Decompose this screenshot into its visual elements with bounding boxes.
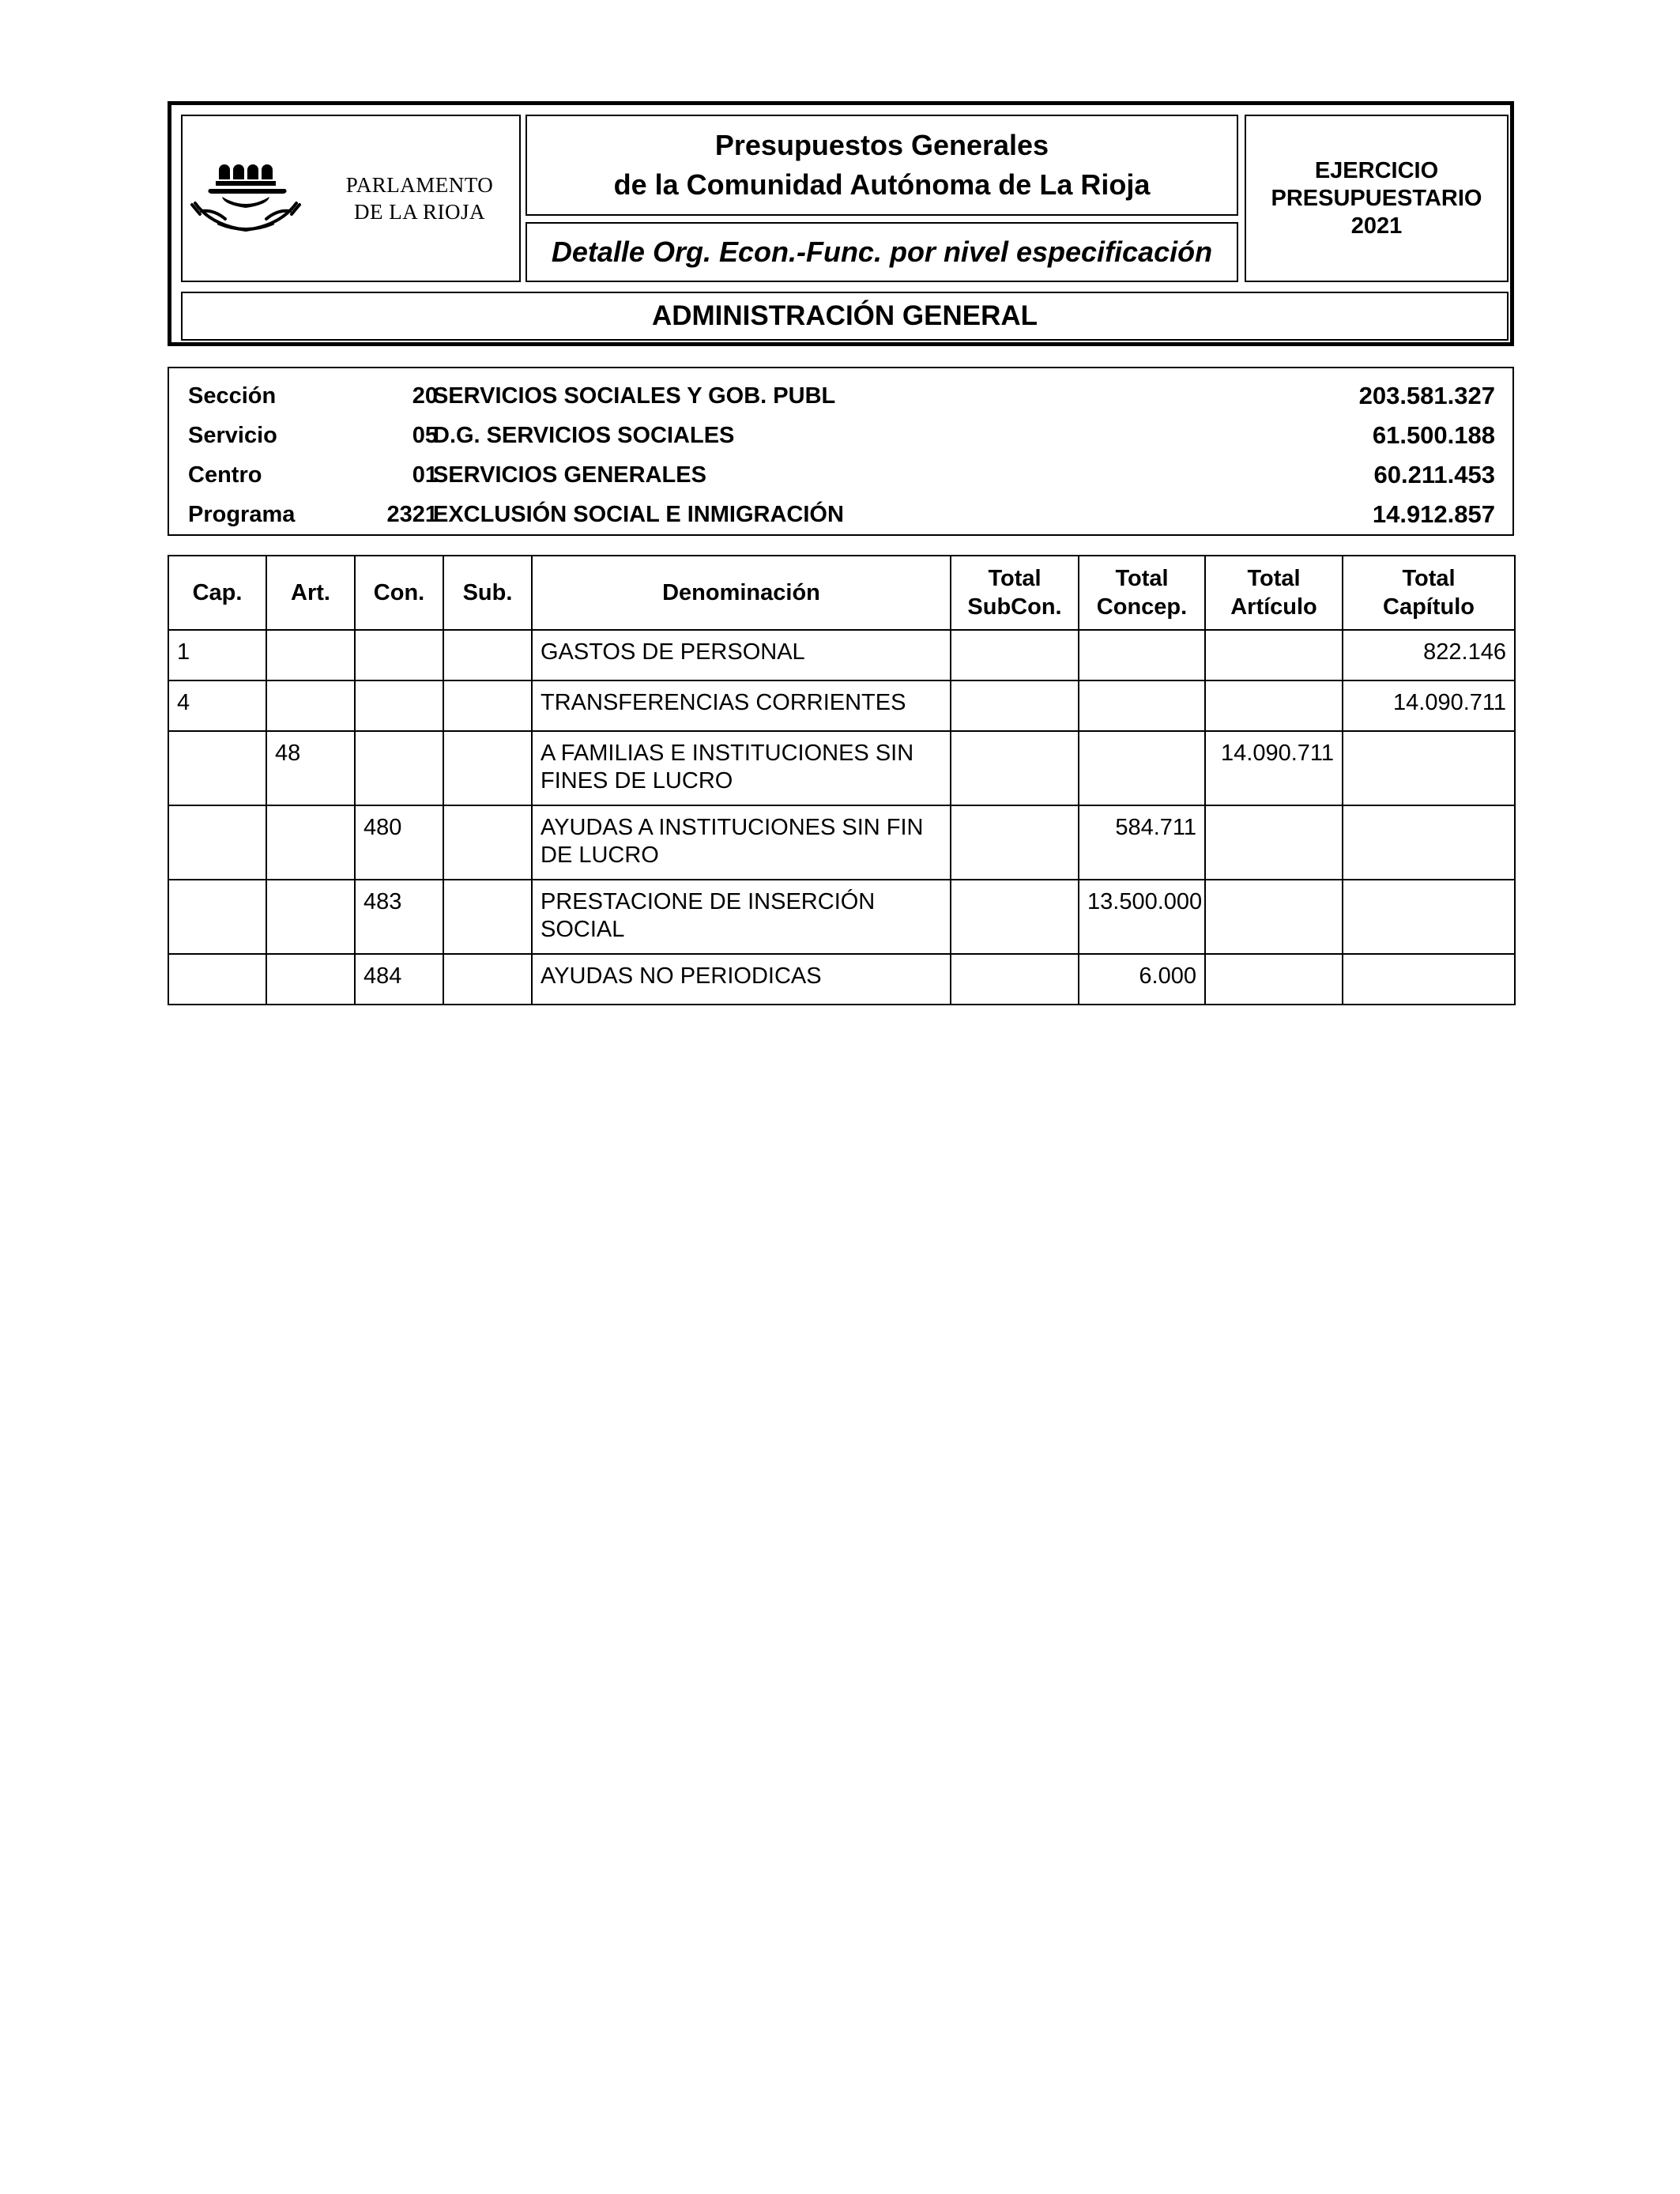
summary-name: SERVICIOS SOCIALES Y GOB. PUBL xyxy=(433,383,836,409)
cell-sub xyxy=(443,680,532,731)
header-total-subcon-line-1: Total xyxy=(988,566,1042,591)
cell-con xyxy=(355,680,443,731)
cell-total-capitulo xyxy=(1343,954,1515,1005)
header-total-articulo xyxy=(1205,556,1343,630)
summary-label: Sección xyxy=(188,383,277,409)
summary-name: SERVICIOS GENERALES xyxy=(433,462,706,488)
header-total-articulo-line-2: Artículo xyxy=(1230,594,1317,620)
cell-total-concep xyxy=(1079,630,1205,680)
document-header xyxy=(168,101,1514,346)
fiscal-year-box xyxy=(1245,115,1509,282)
header-total-subcon-line-2: SubCon. xyxy=(967,594,1062,620)
document-title-line-1: Presupuestos Generales xyxy=(714,129,1049,161)
cell-art xyxy=(266,630,355,680)
cell-total-capitulo: 822.146 xyxy=(1343,630,1515,680)
cell-total-capitulo xyxy=(1343,805,1515,880)
title-box xyxy=(525,115,1238,216)
summary-label: Programa xyxy=(188,502,296,527)
cell-total-concep xyxy=(1079,731,1205,805)
cell-total-subcon xyxy=(951,630,1079,680)
summary-amount: 60.211.453 xyxy=(1373,461,1495,488)
cell-con xyxy=(355,630,443,680)
header-total-concep-line-2: Concep. xyxy=(1096,594,1188,620)
table-row xyxy=(168,880,1515,954)
cell-sub xyxy=(443,805,532,880)
cell-total-articulo xyxy=(1205,680,1343,731)
cell-sub xyxy=(443,731,532,805)
document-subtitle: Detalle Org. Econ.-Func. por nivel especificación xyxy=(551,236,1213,268)
header-art: Art. xyxy=(266,556,355,630)
summary-code: 01 xyxy=(412,462,438,488)
cell-cap xyxy=(168,954,266,1005)
summary-code: 20 xyxy=(412,383,438,409)
cell-cap xyxy=(168,880,266,954)
cell-total-concep: 13.500.000 xyxy=(1079,880,1205,954)
header-total-concep xyxy=(1079,556,1205,630)
cell-total-articulo xyxy=(1205,954,1343,1005)
budget-summary xyxy=(168,367,1514,536)
cell-art: 48 xyxy=(266,731,355,805)
organization-title: ADMINISTRACIÓN GENERAL xyxy=(651,300,1038,331)
cell-total-articulo: 14.090.711 xyxy=(1205,731,1343,805)
cell-denominacion: TRANSFERENCIAS CORRIENTES xyxy=(532,680,951,731)
table-row xyxy=(168,954,1515,1005)
cell-total-capitulo xyxy=(1343,880,1515,954)
cell-denominacion: GASTOS DE PERSONAL xyxy=(532,630,951,680)
header-denominacion: Denominación xyxy=(532,556,951,630)
cell-total-subcon xyxy=(951,731,1079,805)
fiscal-year-line-2: PRESUPUESTARIO xyxy=(1271,185,1482,211)
cell-total-concep: 584.711 xyxy=(1079,805,1205,880)
header-cap: Cap. xyxy=(168,556,266,630)
cell-denominacion: AYUDAS A INSTITUCIONES SIN FIN DE LUCRO xyxy=(532,805,951,880)
fiscal-year-value: 2021 xyxy=(1350,213,1403,239)
cell-con: 480 xyxy=(355,805,443,880)
summary-row-seccion xyxy=(169,376,1512,416)
cell-sub xyxy=(443,880,532,954)
cell-cap xyxy=(168,805,266,880)
logo-box xyxy=(181,115,521,282)
cell-denominacion: A FAMILIAS E INSTITUCIONES SIN FINES DE LUCRO xyxy=(532,731,951,805)
cell-con: 484 xyxy=(355,954,443,1005)
logo-text-line-1: PARLAMENTO xyxy=(345,173,494,197)
summary-row-servicio xyxy=(169,416,1512,455)
table-row xyxy=(168,630,1515,680)
cell-sub xyxy=(443,630,532,680)
table-header-row xyxy=(168,556,1515,630)
fiscal-year-line-1: EJERCICIO xyxy=(1314,157,1439,183)
cell-total-concep xyxy=(1079,680,1205,731)
cell-denominacion: AYUDAS NO PERIODICAS xyxy=(532,954,951,1005)
cell-total-articulo xyxy=(1205,880,1343,954)
subtitle-box xyxy=(525,222,1238,282)
summary-name: EXCLUSIÓN SOCIAL E INMIGRACIÓN xyxy=(433,502,844,527)
header-con: Con. xyxy=(355,556,443,630)
cell-art xyxy=(266,680,355,731)
summary-row-programa xyxy=(169,495,1512,534)
cell-art xyxy=(266,954,355,1005)
cell-total-articulo xyxy=(1205,630,1343,680)
header-sub: Sub. xyxy=(443,556,532,630)
document-title-line-2: de la Comunidad Autónoma de La Rioja xyxy=(613,168,1151,201)
cell-sub xyxy=(443,954,532,1005)
summary-code: 05 xyxy=(412,423,438,448)
cell-cap xyxy=(168,731,266,805)
cell-cap: 4 xyxy=(168,680,266,731)
cell-con xyxy=(355,731,443,805)
header-total-concep-line-1: Total xyxy=(1115,566,1169,591)
cell-total-capitulo: 14.090.711 xyxy=(1343,680,1515,731)
summary-amount: 14.912.857 xyxy=(1372,500,1495,528)
logo-text-line-2: DE LA RIOJA xyxy=(354,200,485,224)
header-total-capitulo-line-1: Total xyxy=(1402,566,1456,591)
summary-row-centro xyxy=(169,455,1512,495)
table-row xyxy=(168,805,1515,880)
logo-text xyxy=(325,172,514,225)
summary-name: D.G. SERVICIOS SOCIALES xyxy=(433,423,735,448)
cell-con: 483 xyxy=(355,880,443,954)
cell-total-subcon xyxy=(951,880,1079,954)
summary-code: 2321 xyxy=(386,502,438,527)
cell-total-subcon xyxy=(951,680,1079,731)
summary-amount: 203.581.327 xyxy=(1358,382,1495,409)
summary-label: Centro xyxy=(188,462,262,488)
cell-total-subcon xyxy=(951,805,1079,880)
summary-label: Servicio xyxy=(188,423,277,448)
summary-amount: 61.500.188 xyxy=(1372,421,1495,449)
header-total-subcon xyxy=(951,556,1079,630)
header-total-articulo-line-1: Total xyxy=(1247,566,1301,591)
cell-total-subcon xyxy=(951,954,1079,1005)
cell-total-articulo xyxy=(1205,805,1343,880)
table-row xyxy=(168,680,1515,731)
table-row xyxy=(168,731,1515,805)
cell-total-concep: 6.000 xyxy=(1079,954,1205,1005)
budget-detail-table xyxy=(168,555,1516,1005)
header-total-capitulo-line-2: Capítulo xyxy=(1383,594,1475,620)
cell-total-capitulo xyxy=(1343,731,1515,805)
cell-cap: 1 xyxy=(168,630,266,680)
parliament-logo-icon xyxy=(187,148,322,251)
organization-box xyxy=(181,292,1509,341)
cell-denominacion: PRESTACIONE DE INSERCIÓN SOCIAL xyxy=(532,880,951,954)
cell-art xyxy=(266,880,355,954)
cell-art xyxy=(266,805,355,880)
header-total-capitulo xyxy=(1343,556,1515,630)
